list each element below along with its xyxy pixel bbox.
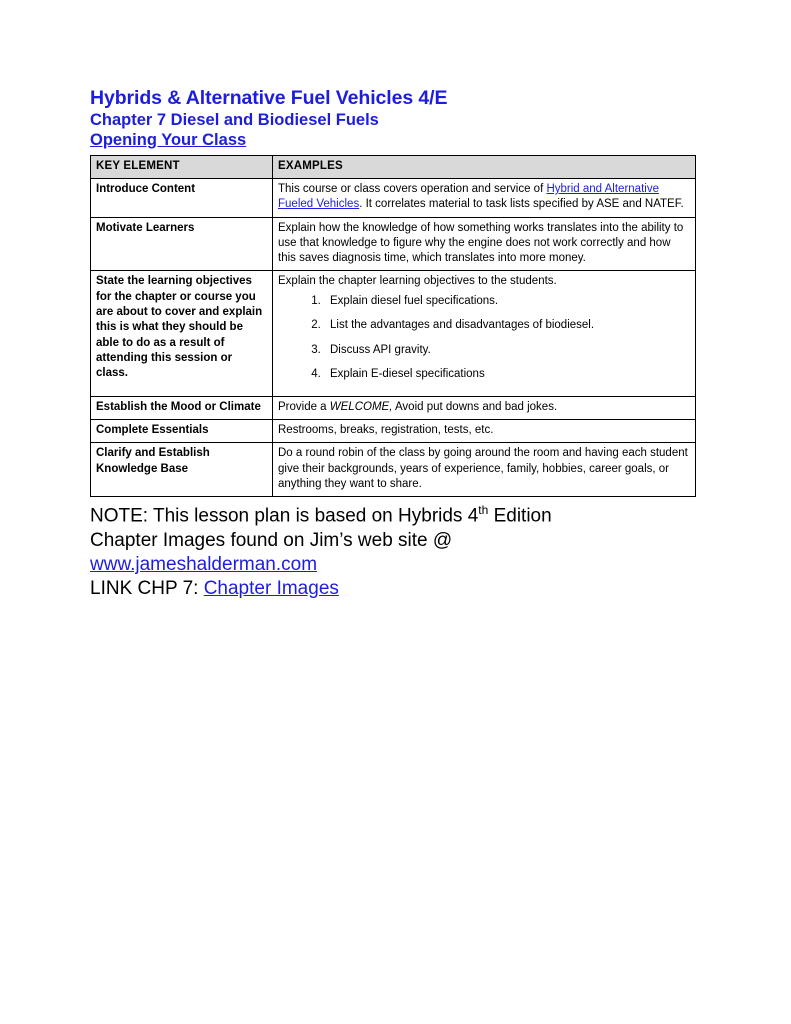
table-row bbox=[91, 420, 696, 443]
list-item: 1. Explain diesel fuel specifications. bbox=[324, 294, 690, 310]
cell-example bbox=[273, 396, 696, 419]
objectives-list bbox=[278, 294, 690, 383]
table-header-row bbox=[91, 155, 696, 178]
cell-example bbox=[273, 271, 696, 396]
table-row bbox=[91, 179, 696, 218]
cell-example bbox=[273, 179, 696, 218]
link-chapter-label: LINK CHP 7: bbox=[90, 578, 204, 600]
document-subtitle: Chapter 7 Diesel and Biodiesel Fuels bbox=[90, 110, 379, 129]
list-item: 3. Discuss API gravity. bbox=[324, 343, 690, 359]
document-content bbox=[90, 88, 695, 602]
website-link[interactable]: www.jameshalderman.com bbox=[90, 554, 318, 576]
document-section-heading: Opening Your Class bbox=[90, 130, 247, 149]
example-emphasis: WELCOME, bbox=[329, 400, 393, 413]
example-text-tail: . It correlates material to task lists specified by ASE and NATEF. bbox=[359, 198, 684, 211]
note-text-b: Edition bbox=[488, 505, 552, 527]
table-row bbox=[91, 396, 696, 419]
note-line-4 bbox=[90, 577, 695, 601]
example-text-lead: Provide a bbox=[278, 400, 330, 413]
cell-key-element: Complete Essentials bbox=[91, 420, 273, 443]
note-block bbox=[90, 503, 695, 602]
list-item: 2. List the advantages and disadvantages of biodiesel. bbox=[324, 318, 690, 334]
cell-key-element: Clarify and Establish Knowledge Base bbox=[91, 443, 273, 497]
table-row bbox=[91, 217, 696, 271]
cell-example: Restrooms, breaks, registration, tests, etc. bbox=[273, 420, 696, 443]
table-row bbox=[91, 443, 696, 497]
cell-key-element: State the learning objectives for the chapter or course you are about to cover and explain this is what they should be able to do as a result of attending this session or class. bbox=[91, 271, 273, 396]
example-intro: Explain the chapter learning objectives to the students. bbox=[278, 275, 557, 288]
note-line-2: Chapter Images found on Jim’s web site @ bbox=[90, 529, 453, 551]
example-text-tail: Avoid put downs and bad jokes. bbox=[392, 400, 558, 413]
cell-example: Explain how the knowledge of how something works translates into the ability to use that knowledge to figure why the engine does not work correctly and how this saves diagnosis time, which translates into more money. bbox=[273, 217, 696, 271]
note-line-3 bbox=[90, 553, 695, 577]
column-header-examples: EXAMPLES bbox=[273, 155, 696, 178]
cell-key-element: Motivate Learners bbox=[91, 217, 273, 271]
column-header-key-element: KEY ELEMENT bbox=[91, 155, 273, 178]
example-text-lead: This course or class covers operation and service of bbox=[278, 183, 547, 196]
note-line-1 bbox=[90, 503, 695, 529]
hybrid-alternative-fueled-vehicles-link[interactable]: Hybrid and Alternative Fueled Vehicles bbox=[278, 183, 659, 211]
list-item: 4. Explain E-diesel specifications bbox=[324, 367, 690, 383]
cell-key-element: Establish the Mood or Climate bbox=[91, 396, 273, 419]
cell-example: Do a round robin of the class by going around the room and having each student give their backgrounds, years of experience, family, hobbies, career goals, or anything they want to share. bbox=[273, 443, 696, 497]
note-superscript: th bbox=[478, 503, 489, 518]
table-row bbox=[91, 271, 696, 396]
lesson-plan-table bbox=[90, 155, 696, 497]
note-text-a: NOTE: This lesson plan is based on Hybrids 4 bbox=[90, 505, 479, 527]
document-title: Hybrids & Alternative Fuel Vehicles 4/E bbox=[90, 87, 448, 109]
chapter-images-link[interactable]: Chapter Images bbox=[203, 578, 339, 600]
cell-key-element: Introduce Content bbox=[91, 179, 273, 218]
